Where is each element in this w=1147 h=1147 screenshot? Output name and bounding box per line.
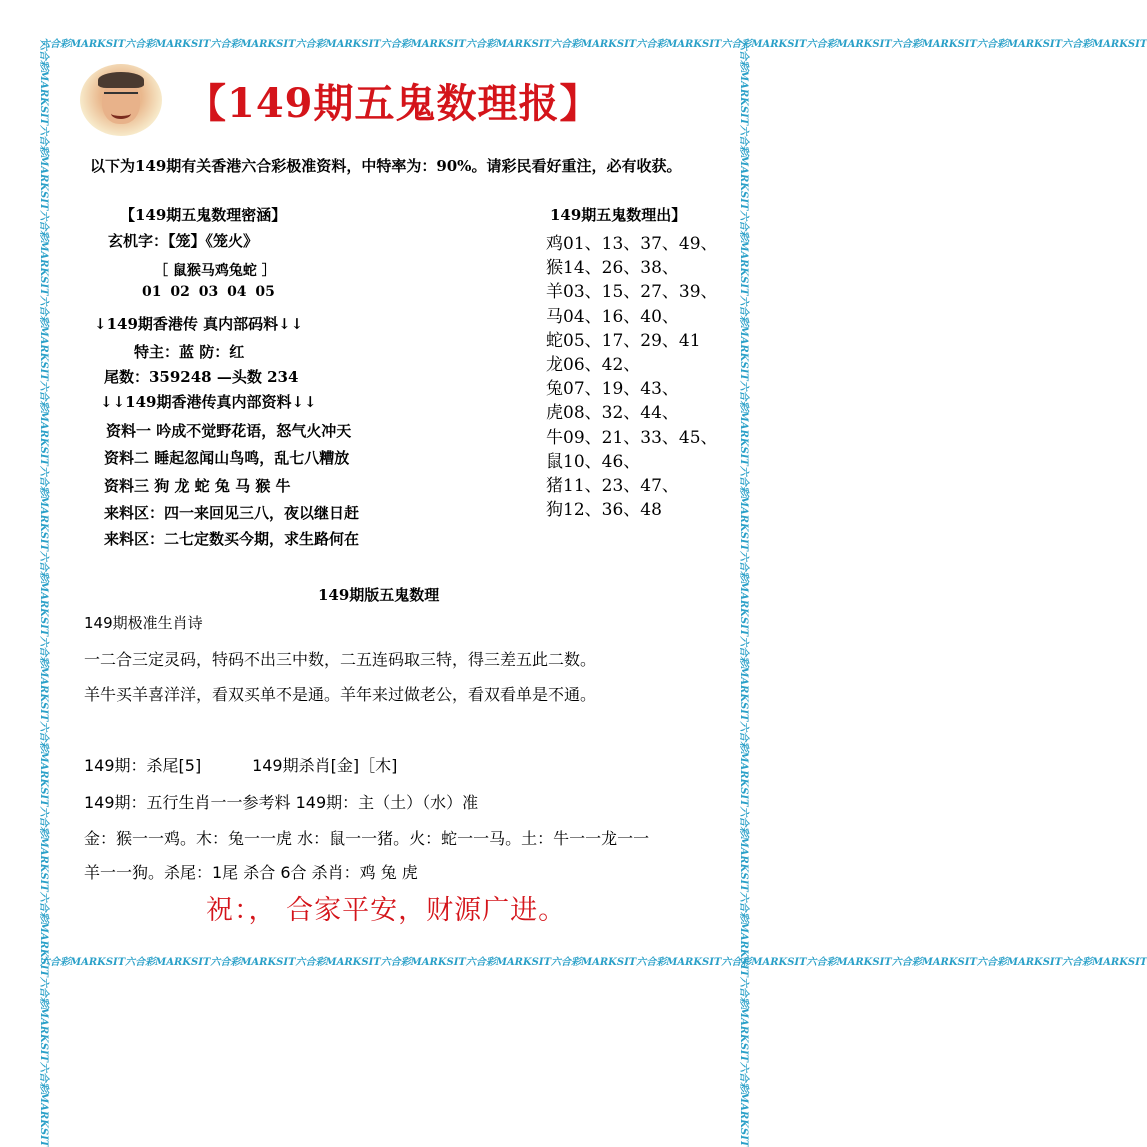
zodiac-number-list <box>546 232 718 522</box>
kill-line: 149期：杀尾[5] 149期杀肖[金]［木] <box>84 756 398 775</box>
list-item: 鼠10、46、 <box>546 451 641 472</box>
border-text-right: 六合彩MARKSIT六合彩MARKSIT六合彩MARKSIT六合彩MARKSIT六合彩MARKSIT六合彩MARKSIT六合彩MARKSIT六合彩MARKSIT六合彩MARKSIT六合彩MARKSIT六合彩MARKSIT六合彩MARKSIT六合彩MARKSIT <box>738 40 749 1147</box>
border-left <box>34 40 52 1147</box>
weishu-line: 尾数：359248 —头数 234 <box>104 368 299 386</box>
lailiao-2: 来料区：二七定数买今期，求生路何在 <box>104 530 360 548</box>
section-title-version: 149期版五鬼数理 <box>318 586 440 604</box>
border-text-bottom: 六合彩MARKSIT六合彩MARKSIT六合彩MARKSIT六合彩MARKSIT六合彩MARKSIT六合彩MARKSIT六合彩MARKSIT六合彩MARKSIT六合彩MARKSIT六合彩MARKSIT六合彩MARKSIT六合彩MARKSIT六合彩MARKSIT <box>40 957 1147 968</box>
wuxing-line: 149期：五行生肖一一参考料 149期：主（土）（水）准 <box>84 793 479 812</box>
ziliao-1: 资料一 吟成不觉野花语，怒气火冲天 <box>106 422 352 440</box>
intro-text: 以下为149期有关香港六合彩极准资料，中特率为：90%。请彩民看好重注，必有收获。 <box>90 157 682 175</box>
poem-line-1: 一二合三定灵码，特码不出三中数，二五连码取三特，得三差五此二数。 <box>84 650 597 669</box>
elements-line: 金：猴一一鸡。木：兔一一虎 水：鼠一一猪。火：蛇一一马。土：牛一一龙一一 <box>84 829 650 848</box>
zodiac-list: ［ 鼠猴马鸡兔蛇 ］ <box>154 263 276 279</box>
xuanji-line: 玄机字：【笼】《笼火》 <box>108 232 259 250</box>
number-list: 01 02 03 04 05 <box>142 284 275 300</box>
list-item: 马04、16、40、 <box>546 306 679 327</box>
blessing-text: 祝：， 合家平安，财源广进。 <box>206 895 567 926</box>
border-text-top: 六合彩MARKSIT六合彩MARKSIT六合彩MARKSIT六合彩MARKSIT六合彩MARKSIT六合彩MARKSIT六合彩MARKSIT六合彩MARKSIT六合彩MARKSIT六合彩MARKSIT六合彩MARKSIT六合彩MARKSIT六合彩MARKSIT <box>40 39 1147 50</box>
ziliao-2: 资料二 睡起忽闻山鸟鸣，乱七八糟放 <box>104 449 350 467</box>
poem-title: 149期极准生肖诗 <box>84 614 203 632</box>
list-item: 虎08、32、44、 <box>546 403 679 424</box>
border-right <box>734 40 752 1147</box>
poem-line-2: 羊牛买羊喜洋洋，看双买单不是通。羊年来过做老公，看双看单是不通。 <box>84 685 597 704</box>
lailiao-1: 来料区：四一来回见三八，夜以继日赶 <box>104 504 360 522</box>
list-item: 狗12、36、48 <box>546 500 662 521</box>
ziliao-3: 资料三 狗 龙 蛇 兔 马 猴 牛 <box>104 477 291 495</box>
list-item: 蛇05、17、29、41 <box>546 330 701 351</box>
list-item: 鸡01、13、37、49、 <box>546 234 718 254</box>
kill-summary-line: 羊一一狗。杀尾：1尾 杀合 6合 杀肖：鸡 兔 虎 <box>84 863 418 882</box>
list-item: 羊03、15、27、39、 <box>546 282 718 303</box>
section-title-secret: 【149期五鬼数理密涵】 <box>120 206 287 224</box>
right-column-title: 149期五鬼数理出】 <box>550 206 687 224</box>
section-title-data: ↓↓149期香港传真内部资料↓↓ <box>100 393 317 411</box>
list-item: 龙06、42、 <box>546 355 641 376</box>
list-item: 牛09、21、33、45、 <box>546 427 718 448</box>
border-text-left: 六合彩MARKSIT六合彩MARKSIT六合彩MARKSIT六合彩MARKSIT六合彩MARKSIT六合彩MARKSIT六合彩MARKSIT六合彩MARKSIT六合彩MARKSIT六合彩MARKSIT六合彩MARKSIT六合彩MARKSIT六合彩MARKSIT <box>38 40 49 1147</box>
list-item: 猪11、23、47、 <box>546 476 679 497</box>
list-item: 兔07、19、43、 <box>546 379 679 400</box>
tezhu-line: 特主：蓝 防：红 <box>134 343 245 361</box>
page-title: 【149期五鬼数理报】 <box>186 80 601 127</box>
portrait-photo <box>80 64 162 136</box>
list-item: 猴14、26、38、 <box>546 258 679 279</box>
section-title-code: ↓149期香港传 真内部码料↓↓ <box>94 315 304 333</box>
